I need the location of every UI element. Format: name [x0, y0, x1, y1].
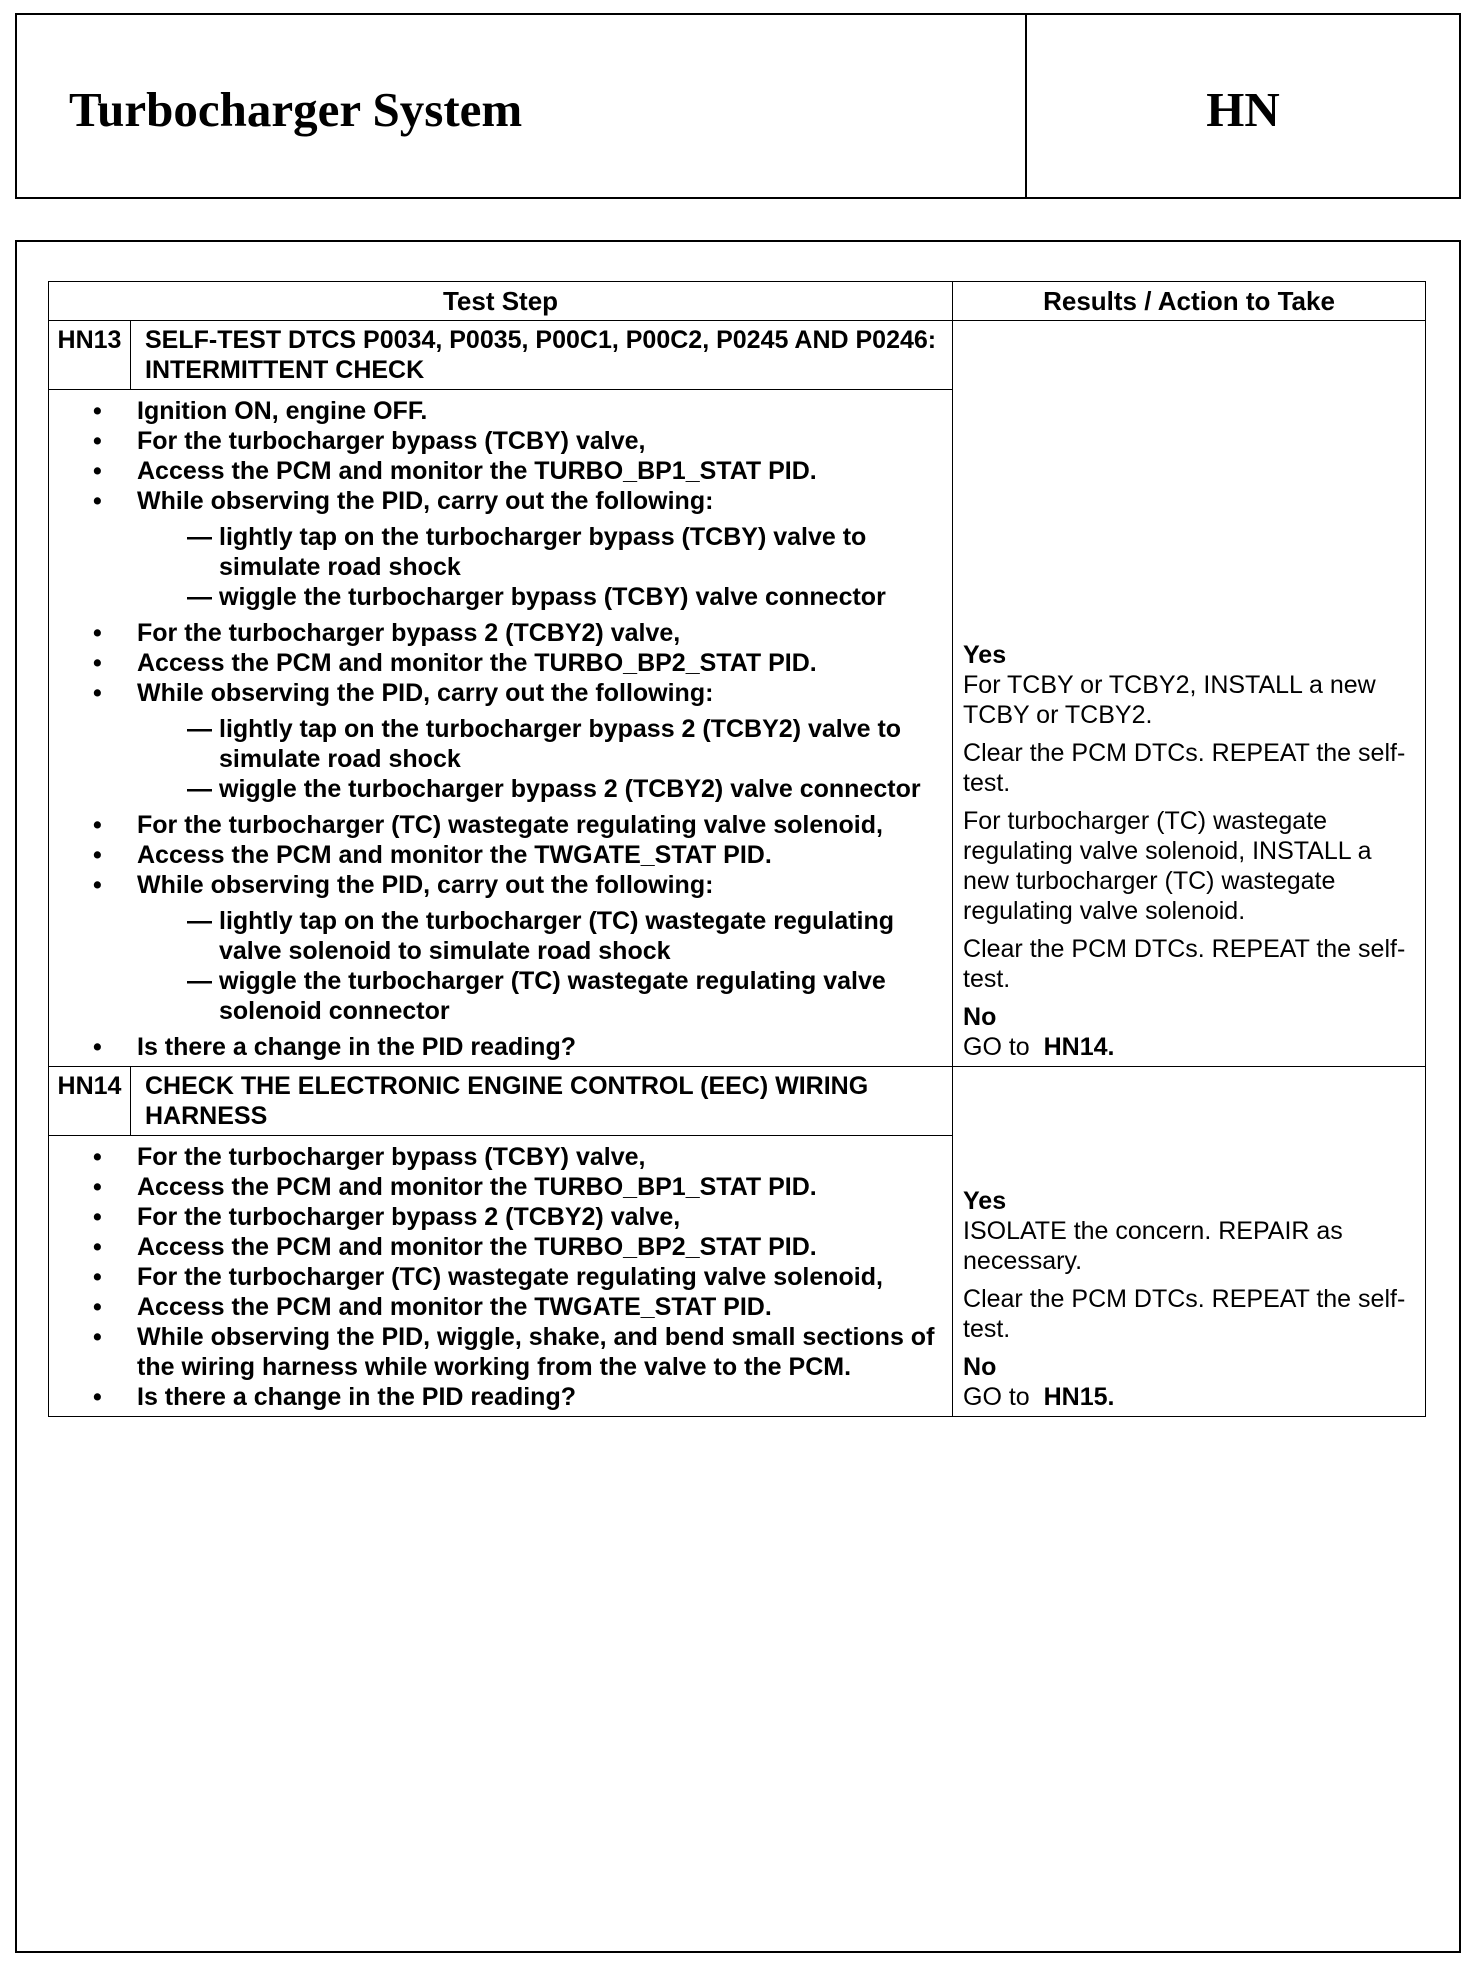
list-item-text: While observing the PID, carry out the following: — [137, 871, 714, 899]
yes-label: Yes — [963, 641, 1007, 669]
go-to-text: GO to — [963, 1383, 1030, 1411]
col-test-step-header: Test Step — [49, 282, 953, 321]
list-item — [87, 486, 940, 612]
list-item: • Access the PCM and monitor the TURBO_BP2_STAT PID. — [87, 1232, 940, 1262]
result-text: Clear the PCM DTCs. REPEAT the self-test. — [963, 935, 1406, 993]
list-item-text: While observing the PID, carry out the following: — [137, 679, 714, 707]
list-item: • Ignition ON, engine OFF. — [87, 396, 940, 426]
result-text: For turbocharger (TC) wastegate regulating valve solenoid, INSTALL a new turbocharger (TC) wastegate regulating valve solenoid. — [963, 807, 1372, 925]
list-item: • Access the PCM and monitor the TWGATE_STAT PID. — [87, 840, 940, 870]
list-item: • Access the PCM and monitor the TURBO_BP1_STAT PID. — [87, 1172, 940, 1202]
list-item: • Access the PCM and monitor the TURBO_BP2_STAT PID. — [87, 648, 940, 678]
list-item-question: • Is there a change in the PID reading? — [87, 1382, 940, 1412]
list-item: • For the turbocharger bypass (TCBY) valve, — [87, 426, 940, 456]
page-header — [15, 13, 1461, 199]
go-to-line — [963, 1382, 1415, 1412]
yes-label: Yes — [963, 1187, 1007, 1215]
section-code: HN — [1206, 82, 1280, 137]
result-text: ISOLATE the concern. REPAIR as necessary. — [963, 1217, 1343, 1275]
go-to-target: HN15. — [1043, 1383, 1115, 1411]
sub-item: — lightly tap on the turbocharger bypass (TCBY) valve to simulate road shock — [137, 522, 940, 582]
sub-item: — lightly tap on the turbocharger bypass 2 (TCBY2) valve to simulate road shock — [137, 714, 940, 774]
go-to-line — [963, 1032, 1415, 1062]
list-item: • While observing the PID, wiggle, shake, and bend small sections of the wiring harness while working from the valve to the PCM. — [87, 1322, 940, 1382]
col-results-header: Results / Action to Take — [953, 282, 1426, 321]
step-hn14-result — [953, 1067, 1426, 1417]
list-item — [87, 678, 940, 804]
step-id: HN13 — [49, 321, 131, 390]
no-label: No — [963, 1003, 997, 1031]
table-header-row — [49, 282, 1426, 321]
result-text: For TCBY or TCBY2, INSTALL a new TCBY or TCBY2. — [963, 671, 1376, 729]
list-item: • For the turbocharger (TC) wastegate regulating valve solenoid, — [87, 810, 940, 840]
step-hn13-title-row — [49, 321, 1426, 390]
list-item-text: While observing the PID, carry out the following: — [137, 487, 714, 515]
step-hn14-body — [49, 1136, 953, 1417]
result-text: Clear the PCM DTCs. REPEAT the self-test. — [963, 739, 1406, 797]
step-title: SELF-TEST DTCS P0034, P0035, P00C1, P00C2, P0245 AND P0246: INTERMITTENT CHECK — [131, 321, 953, 390]
step-hn13-result — [953, 321, 1426, 1067]
page-title: Turbocharger System — [69, 82, 523, 137]
step-hn14-title-row — [49, 1067, 1426, 1136]
list-item: • For the turbocharger bypass 2 (TCBY2) valve, — [87, 1202, 940, 1232]
sub-item: — lightly tap on the turbocharger (TC) wastegate regulating valve solenoid to simulate road shock — [137, 906, 940, 966]
list-item: • For the turbocharger (TC) wastegate regulating valve solenoid, — [87, 1262, 940, 1292]
list-item-question: • Is there a change in the PID reading? — [87, 1032, 940, 1062]
list-item — [87, 870, 940, 1026]
no-label: No — [963, 1353, 997, 1381]
step-id: HN14 — [49, 1067, 131, 1136]
test-step-table — [48, 281, 1426, 1417]
sub-item: — wiggle the turbocharger (TC) wastegate regulating valve solenoid connector — [137, 966, 940, 1026]
go-to-text: GO to — [963, 1033, 1030, 1061]
go-to-target: HN14. — [1043, 1033, 1115, 1061]
step-title: CHECK THE ELECTRONIC ENGINE CONTROL (EEC) WIRING HARNESS — [131, 1067, 953, 1136]
step-hn13-body — [49, 390, 953, 1067]
sub-item: — wiggle the turbocharger bypass 2 (TCBY2) valve connector — [137, 774, 940, 804]
list-item: • Access the PCM and monitor the TURBO_BP1_STAT PID. — [87, 456, 940, 486]
sub-item: — wiggle the turbocharger bypass (TCBY) valve connector — [137, 582, 940, 612]
list-item: • For the turbocharger bypass (TCBY) valve, — [87, 1142, 940, 1172]
list-item: • For the turbocharger bypass 2 (TCBY2) valve, — [87, 618, 940, 648]
result-text: Clear the PCM DTCs. REPEAT the self-test. — [963, 1285, 1406, 1343]
list-item: • Access the PCM and monitor the TWGATE_STAT PID. — [87, 1292, 940, 1322]
